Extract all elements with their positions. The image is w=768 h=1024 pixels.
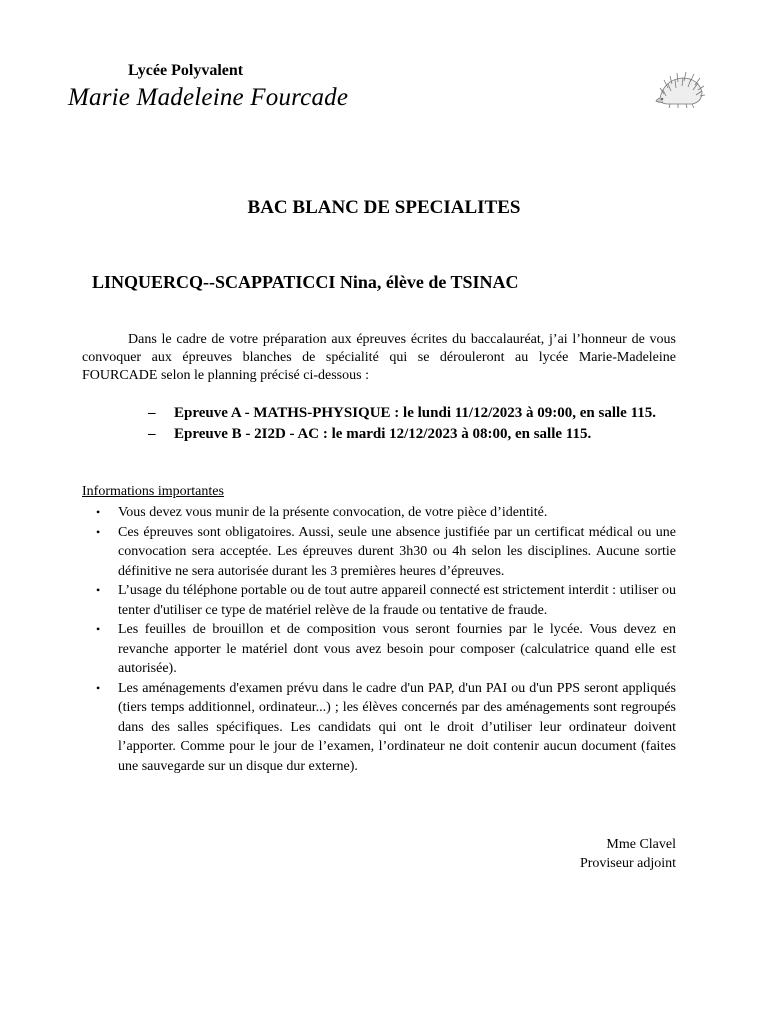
student-line: LINQUERCQ--SCAPPATICCI Nina, élève de TSINAC [92, 272, 519, 292]
info-heading: Informations importantes [82, 484, 224, 499]
info-item [96, 503, 676, 523]
bullet-icon: • [96, 505, 101, 519]
signature-role: Proviseur adjoint [579, 856, 676, 871]
info-list [96, 503, 676, 776]
exam-item [148, 424, 676, 444]
info-text: L’usage du téléphone portable ou de tout autre appareil connecté est strictement interdit : utiliser ou tenter d'utiliser ce type de matériel relève de la fraude ou tentative de fraude. [118, 583, 676, 618]
info-item [96, 581, 676, 620]
intro-paragraph: Dans le cadre de votre préparation aux épreuves écrites du baccalauréat, j’ai l’honneur de vous convoquer aux épreuves blanches de spécialité qui se dérouleront au lycée Marie-Madeleine FOURCADE selon le planning précisé ci-dessous : [82, 332, 676, 383]
document-title: BAC BLANC DE SPECIALITES [247, 197, 521, 218]
exam-item [148, 403, 676, 423]
signature-name: Mme Clavel [606, 837, 676, 852]
school-label: Lycée Polyvalent [128, 62, 244, 79]
bullet-icon: • [96, 680, 101, 695]
info-text: Ces épreuves sont obligatoires. Aussi, seule une absence justifiée par un certificat médical ou une convocation sera acceptée. Les épreuves durent 3h30 ou 4h selon les disciplines. Aucune sortie définitive ne sera autorisée durant les 3 premières heures d’épreuves. [118, 524, 676, 579]
info-item [96, 523, 676, 582]
bullet-icon: • [96, 524, 101, 539]
bullet-icon: • [96, 622, 101, 636]
signature-block [580, 835, 676, 873]
info-item [96, 679, 676, 777]
exam-text: Epreuve A - MATHS-PHYSIQUE : le lundi 11/12/2023 à 09:00, en salle 115. [174, 405, 656, 421]
school-name: Marie Madeleine Fourcade [68, 84, 349, 111]
exam-text: Epreuve B - 2I2D - AC : le mardi 12/12/2023 à 08:00, en salle 115. [174, 426, 592, 442]
exam-list [148, 403, 676, 445]
hedgehog-logo-icon [654, 68, 706, 112]
info-item [96, 620, 676, 679]
info-text: Vous devez vous munir de la présente convocation, de votre pièce d’identité. [118, 505, 548, 520]
info-text: Les aménagements d'examen prévu dans le cadre d'un PAP, d'un PAI ou d'un PPS seront appliqués (tiers temps additionnel, ordinateur...) ; les élèves concernés par des aménagements sont regroupés dans des salles spécifiques. Les candidats qui ont le droit d’utiliser leur ordinateur doivent l’apporter. Comme pour le jour de l’examen, l’ordinateur ne doit contenir aucun document (faites une sauvegarde sur un disque dur externe). [118, 680, 676, 774]
dash-marker: – [148, 405, 156, 421]
bullet-icon: • [96, 583, 101, 597]
dash-marker: – [148, 426, 156, 442]
info-text: Les feuilles de brouillon et de composition vous seront fournies par le lycée. Vous devez en revanche apporter le matériel dont vous avez besoin pour composer (calculatrice quand elle est autorisée). [118, 622, 676, 676]
